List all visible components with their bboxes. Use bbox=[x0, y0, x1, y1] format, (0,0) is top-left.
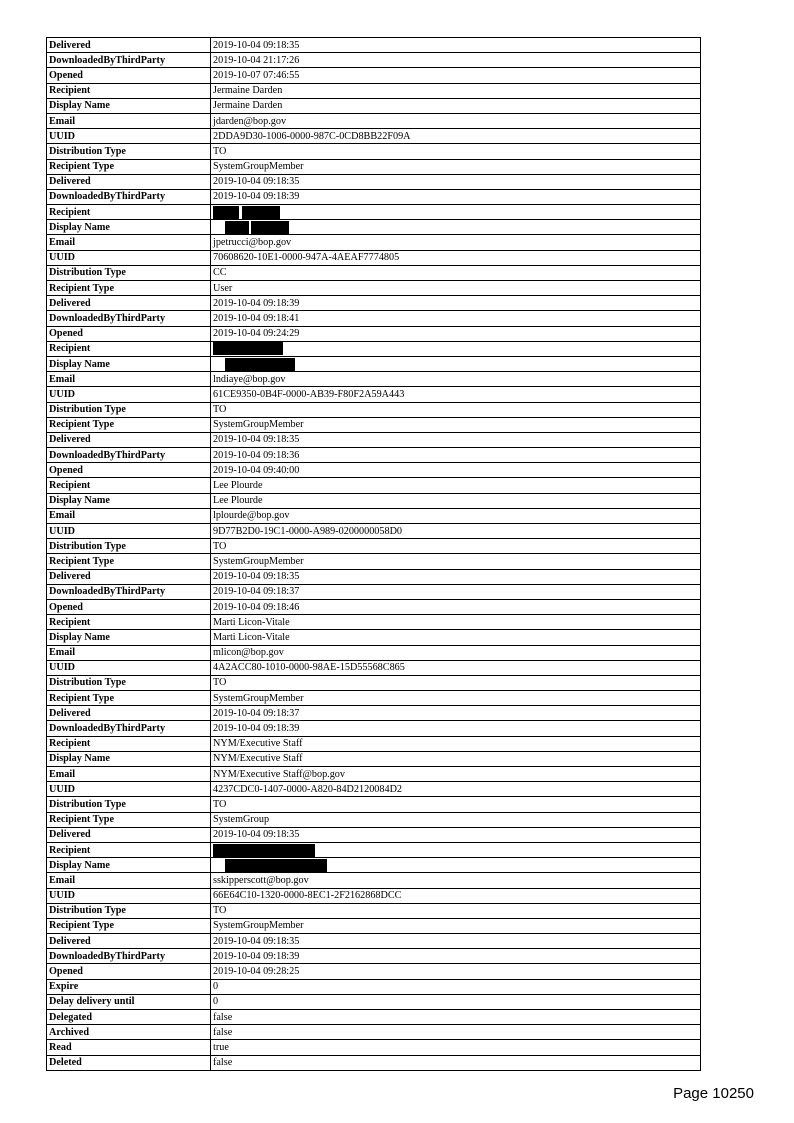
field-value: false bbox=[211, 1010, 701, 1025]
table-row bbox=[47, 144, 701, 159]
table-row bbox=[47, 706, 701, 721]
table-row bbox=[47, 129, 701, 144]
message-properties-table bbox=[46, 37, 701, 1071]
field-label: Recipient bbox=[47, 83, 211, 98]
field-label: Email bbox=[47, 235, 211, 250]
field-value: lplourde@bop.gov bbox=[211, 508, 701, 523]
field-value: Lee Plourde bbox=[211, 493, 701, 508]
table-row bbox=[47, 934, 701, 949]
field-value: sskipperscott@bop.gov bbox=[211, 873, 701, 888]
field-label: Deleted bbox=[47, 1055, 211, 1070]
table-row bbox=[47, 630, 701, 645]
field-label: Opened bbox=[47, 326, 211, 341]
field-value: Jermaine Darden bbox=[211, 83, 701, 98]
field-label: Distribution Type bbox=[47, 144, 211, 159]
field-label: Email bbox=[47, 372, 211, 387]
field-label: Distribution Type bbox=[47, 675, 211, 690]
field-value: 2019-10-04 09:18:35 bbox=[211, 934, 701, 949]
table-row bbox=[47, 508, 701, 523]
field-label: UUID bbox=[47, 387, 211, 402]
field-value: jdarden@bop.gov bbox=[211, 113, 701, 128]
field-value: 2DDA9D30-1006-0000-987C-0CD8BB22F09A bbox=[211, 129, 701, 144]
field-label: Distribution Type bbox=[47, 402, 211, 417]
field-label: Recipient Type bbox=[47, 417, 211, 432]
field-label: Delivered bbox=[47, 432, 211, 447]
field-value: SystemGroupMember bbox=[211, 159, 701, 174]
field-value: 2019-10-04 09:18:35 bbox=[211, 432, 701, 447]
field-label: Delay delivery until bbox=[47, 994, 211, 1009]
field-label: Display Name bbox=[47, 220, 211, 235]
table-row bbox=[47, 372, 701, 387]
field-label: Opened bbox=[47, 964, 211, 979]
table-row bbox=[47, 326, 701, 341]
field-label: UUID bbox=[47, 129, 211, 144]
field-value: SystemGroupMember bbox=[211, 554, 701, 569]
field-value: 2019-10-04 21:17:26 bbox=[211, 53, 701, 68]
field-value: 2019-10-04 09:18:35 bbox=[211, 174, 701, 189]
field-value: 2019-10-04 09:18:46 bbox=[211, 599, 701, 614]
field-label: Display Name bbox=[47, 493, 211, 508]
table-row bbox=[47, 615, 701, 630]
field-value: 2019-10-04 09:18:39 bbox=[211, 189, 701, 204]
table-row bbox=[47, 751, 701, 766]
table-row bbox=[47, 554, 701, 569]
field-label: Display Name bbox=[47, 356, 211, 371]
table-row bbox=[47, 189, 701, 204]
field-value: TO bbox=[211, 144, 701, 159]
field-label: Delivered bbox=[47, 174, 211, 189]
table-row bbox=[47, 341, 701, 356]
redacted-value bbox=[211, 220, 701, 235]
field-value: 2019-10-04 09:24:29 bbox=[211, 326, 701, 341]
field-label: Expire bbox=[47, 979, 211, 994]
field-label: Display Name bbox=[47, 858, 211, 873]
field-label: Distribution Type bbox=[47, 903, 211, 918]
field-value: mlicon@bop.gov bbox=[211, 645, 701, 660]
field-label: DownloadedByThirdParty bbox=[47, 584, 211, 599]
field-value: 2019-10-04 09:18:37 bbox=[211, 706, 701, 721]
field-label: DownloadedByThirdParty bbox=[47, 189, 211, 204]
table-body bbox=[47, 38, 701, 1071]
redaction-bar bbox=[242, 206, 280, 219]
field-value: NYM/Executive Staff bbox=[211, 736, 701, 751]
table-row bbox=[47, 1025, 701, 1040]
field-value: 0 bbox=[211, 979, 701, 994]
table-row bbox=[47, 797, 701, 812]
redacted-value bbox=[211, 858, 701, 873]
redaction-bar bbox=[251, 221, 289, 234]
field-label: UUID bbox=[47, 524, 211, 539]
field-label: Recipient Type bbox=[47, 159, 211, 174]
field-value: 0 bbox=[211, 994, 701, 1009]
field-value: Jermaine Darden bbox=[211, 98, 701, 113]
field-label: Read bbox=[47, 1040, 211, 1055]
field-label: Delivered bbox=[47, 934, 211, 949]
field-label: DownloadedByThirdParty bbox=[47, 721, 211, 736]
field-value: 2019-10-04 09:40:00 bbox=[211, 463, 701, 478]
field-label: Opened bbox=[47, 463, 211, 478]
field-value: lndiaye@bop.gov bbox=[211, 372, 701, 387]
field-value: 2019-10-04 09:18:41 bbox=[211, 311, 701, 326]
field-label: Recipient bbox=[47, 736, 211, 751]
table-row bbox=[47, 478, 701, 493]
field-label: Recipient bbox=[47, 205, 211, 220]
field-value: 2019-10-04 09:18:39 bbox=[211, 949, 701, 964]
table-row bbox=[47, 842, 701, 857]
table-row bbox=[47, 645, 701, 660]
field-label: Opened bbox=[47, 599, 211, 614]
table-row bbox=[47, 1055, 701, 1070]
table-row bbox=[47, 888, 701, 903]
table-row bbox=[47, 250, 701, 265]
table-row bbox=[47, 38, 701, 53]
table-row bbox=[47, 660, 701, 675]
field-label: Recipient bbox=[47, 615, 211, 630]
field-value: 70608620-10E1-0000-947A-4AEAF7774805 bbox=[211, 250, 701, 265]
redaction-bar bbox=[225, 358, 295, 371]
field-value: 2019-10-04 09:18:39 bbox=[211, 721, 701, 736]
table-row bbox=[47, 432, 701, 447]
field-label: Delivered bbox=[47, 38, 211, 53]
table-row bbox=[47, 98, 701, 113]
field-label: Recipient Type bbox=[47, 812, 211, 827]
table-row bbox=[47, 782, 701, 797]
field-value: true bbox=[211, 1040, 701, 1055]
field-value: TO bbox=[211, 539, 701, 554]
table-row bbox=[47, 235, 701, 250]
field-label: Email bbox=[47, 113, 211, 128]
field-label: Recipient bbox=[47, 842, 211, 857]
table-row bbox=[47, 721, 701, 736]
field-label: Recipient Type bbox=[47, 554, 211, 569]
field-value: Marti Licon-Vitale bbox=[211, 615, 701, 630]
table-row bbox=[47, 463, 701, 478]
table-row bbox=[47, 68, 701, 83]
field-value: TO bbox=[211, 675, 701, 690]
redacted-value bbox=[211, 205, 701, 220]
field-label: Recipient Type bbox=[47, 281, 211, 296]
redacted-value bbox=[211, 356, 701, 371]
field-value: TO bbox=[211, 402, 701, 417]
table-row bbox=[47, 569, 701, 584]
field-value: 66E64C10-1320-0000-8EC1-2F2162868DCC bbox=[211, 888, 701, 903]
redaction-bar bbox=[213, 206, 239, 219]
table-row bbox=[47, 356, 701, 371]
table-row bbox=[47, 767, 701, 782]
table-row bbox=[47, 296, 701, 311]
table-row bbox=[47, 949, 701, 964]
field-value: false bbox=[211, 1055, 701, 1070]
table-row bbox=[47, 281, 701, 296]
table-row bbox=[47, 964, 701, 979]
field-label: Email bbox=[47, 645, 211, 660]
field-label: Display Name bbox=[47, 630, 211, 645]
redaction-bar bbox=[225, 221, 249, 234]
field-value: NYM/Executive Staff bbox=[211, 751, 701, 766]
table-row bbox=[47, 448, 701, 463]
field-label: Recipient bbox=[47, 341, 211, 356]
redaction-bar bbox=[225, 859, 327, 872]
field-value: SystemGroupMember bbox=[211, 918, 701, 933]
table-row bbox=[47, 159, 701, 174]
field-label: Delivered bbox=[47, 296, 211, 311]
table-row bbox=[47, 539, 701, 554]
field-label: Delivered bbox=[47, 569, 211, 584]
table-row bbox=[47, 827, 701, 842]
field-label: Email bbox=[47, 767, 211, 782]
field-value: 2019-10-04 09:18:36 bbox=[211, 448, 701, 463]
field-value: User bbox=[211, 281, 701, 296]
table-row bbox=[47, 220, 701, 235]
field-value: 4A2ACC80-1010-0000-98AE-15D55568C865 bbox=[211, 660, 701, 675]
field-value: 9D77B2D0-19C1-0000-A989-0200000058D0 bbox=[211, 524, 701, 539]
redaction-bar bbox=[213, 844, 315, 857]
field-label: Archived bbox=[47, 1025, 211, 1040]
table-row bbox=[47, 417, 701, 432]
table-row bbox=[47, 113, 701, 128]
field-label: Delivered bbox=[47, 706, 211, 721]
table-row bbox=[47, 402, 701, 417]
field-label: DownloadedByThirdParty bbox=[47, 311, 211, 326]
field-label: Distribution Type bbox=[47, 539, 211, 554]
table-row bbox=[47, 1010, 701, 1025]
field-label: Recipient Type bbox=[47, 918, 211, 933]
field-label: UUID bbox=[47, 660, 211, 675]
table-row bbox=[47, 83, 701, 98]
field-label: DownloadedByThirdParty bbox=[47, 448, 211, 463]
field-value: false bbox=[211, 1025, 701, 1040]
table-row bbox=[47, 387, 701, 402]
field-label: Display Name bbox=[47, 98, 211, 113]
field-label: DownloadedByThirdParty bbox=[47, 53, 211, 68]
table-row bbox=[47, 174, 701, 189]
table-row bbox=[47, 205, 701, 220]
field-value: 2019-10-04 09:18:35 bbox=[211, 827, 701, 842]
table-row bbox=[47, 979, 701, 994]
table-row bbox=[47, 918, 701, 933]
table-row bbox=[47, 691, 701, 706]
field-value: SystemGroup bbox=[211, 812, 701, 827]
table-row bbox=[47, 524, 701, 539]
field-value: TO bbox=[211, 903, 701, 918]
field-label: Display Name bbox=[47, 751, 211, 766]
table-row bbox=[47, 1040, 701, 1055]
field-value: 61CE9350-0B4F-0000-AB39-F80F2A59A443 bbox=[211, 387, 701, 402]
field-label: Recipient bbox=[47, 478, 211, 493]
redacted-value bbox=[211, 341, 701, 356]
field-value: Marti Licon-Vitale bbox=[211, 630, 701, 645]
redaction-bar bbox=[213, 342, 283, 355]
table-row bbox=[47, 903, 701, 918]
field-label: Delivered bbox=[47, 827, 211, 842]
field-label: UUID bbox=[47, 782, 211, 797]
field-label: Email bbox=[47, 508, 211, 523]
field-label: Opened bbox=[47, 68, 211, 83]
field-value: Lee Plourde bbox=[211, 478, 701, 493]
field-value: CC bbox=[211, 265, 701, 280]
field-value: SystemGroupMember bbox=[211, 691, 701, 706]
table-row bbox=[47, 599, 701, 614]
table-row bbox=[47, 584, 701, 599]
field-value: 2019-10-04 09:18:35 bbox=[211, 569, 701, 584]
field-value: 2019-10-04 09:18:37 bbox=[211, 584, 701, 599]
field-label: Recipient Type bbox=[47, 691, 211, 706]
field-value: jpetrucci@bop.gov bbox=[211, 235, 701, 250]
field-label: UUID bbox=[47, 250, 211, 265]
table-row bbox=[47, 675, 701, 690]
field-value: NYM/Executive Staff@bop.gov bbox=[211, 767, 701, 782]
redacted-value bbox=[211, 842, 701, 857]
field-label: Delegated bbox=[47, 1010, 211, 1025]
field-value: 2019-10-07 07:46:55 bbox=[211, 68, 701, 83]
table-row bbox=[47, 812, 701, 827]
field-value: 2019-10-04 09:18:39 bbox=[211, 296, 701, 311]
field-label: UUID bbox=[47, 888, 211, 903]
field-label: Distribution Type bbox=[47, 265, 211, 280]
field-value: SystemGroupMember bbox=[211, 417, 701, 432]
table-row bbox=[47, 265, 701, 280]
field-label: DownloadedByThirdParty bbox=[47, 949, 211, 964]
table-row bbox=[47, 311, 701, 326]
table-row bbox=[47, 994, 701, 1009]
page-number: Page 10250 bbox=[673, 1085, 754, 1102]
field-label: Distribution Type bbox=[47, 797, 211, 812]
field-value: 2019-10-04 09:18:35 bbox=[211, 38, 701, 53]
field-value: TO bbox=[211, 797, 701, 812]
field-value: 4237CDC0-1407-0000-A820-84D2120084D2 bbox=[211, 782, 701, 797]
table-row bbox=[47, 873, 701, 888]
table-row bbox=[47, 53, 701, 68]
field-label: Email bbox=[47, 873, 211, 888]
table-row bbox=[47, 736, 701, 751]
table-row bbox=[47, 493, 701, 508]
table-row bbox=[47, 858, 701, 873]
field-value: 2019-10-04 09:28:25 bbox=[211, 964, 701, 979]
